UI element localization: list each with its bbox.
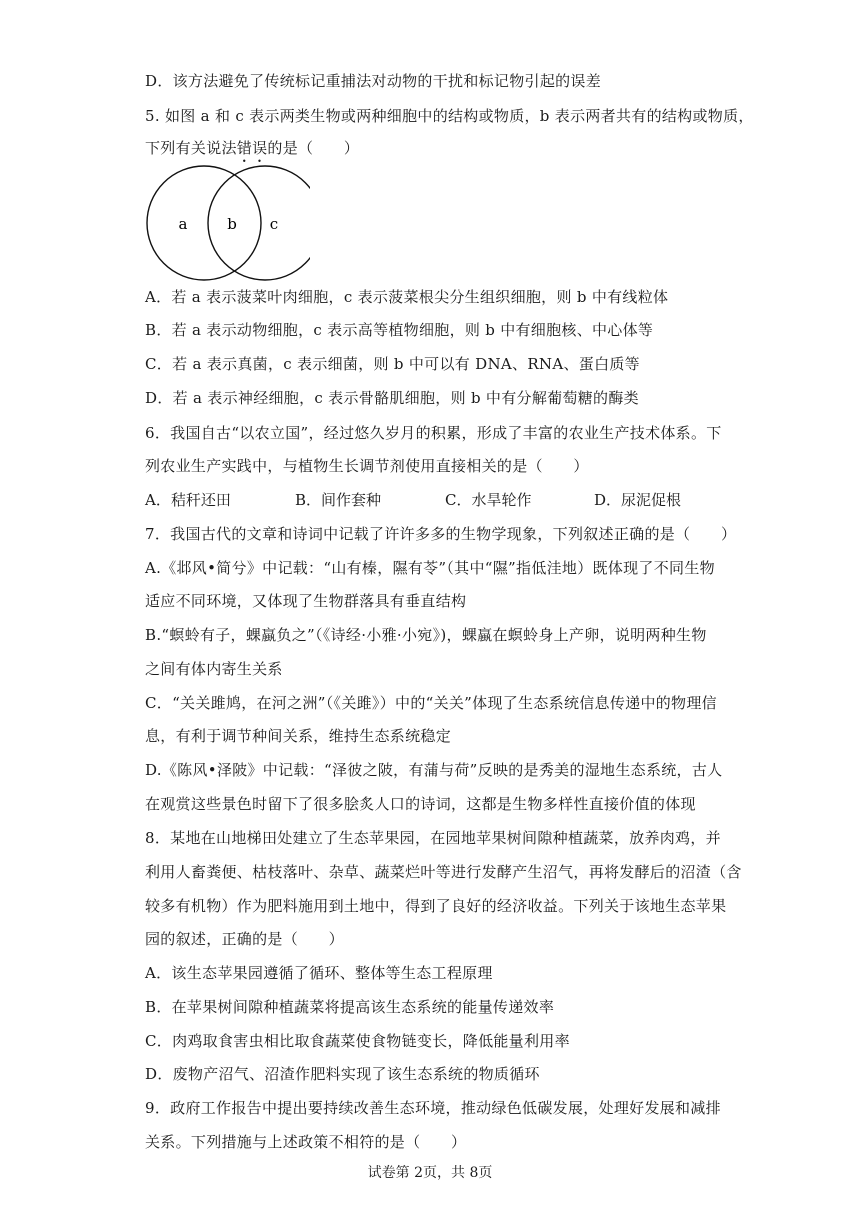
q6-option-a: A．秸秆还田 — [145, 491, 231, 509]
venn-diagram — [140, 162, 310, 284]
q6-options — [145, 490, 725, 510]
q5-stem-after: 的是（ ） — [267, 139, 360, 157]
q5-stem-line1: 5. 如图 a 和 c 表示两类生物或两种细胞中的结构或物质，b 表示两者共有的结构或物质， — [145, 107, 754, 125]
q7-option-d-line2: 在观赏这些景色时留下了很多脍炙人口的诗词，这都是生物多样性直接价值的体现 — [145, 795, 696, 813]
q5-emphasis-word: 错误 — [236, 139, 268, 157]
q6-option-b: B．间作套种 — [295, 491, 382, 509]
q6-option-d: D．尿泥促根 — [594, 491, 682, 509]
q7-option-b-line2: 之间有体内寄生关系 — [145, 660, 283, 678]
q8-stem-line1: 8．某地在山地梯田处建立了生态苹果园，在园地苹果树间隙种植蔬菜，放养肉鸡，并 — [145, 829, 721, 847]
q8-stem-line4: 园的叙述，正确的是（ ） — [145, 930, 344, 948]
q5-stem-before: 下列有关说法 — [145, 139, 237, 157]
q5-option-a: A．若 a 表示菠菜叶肉细胞，c 表示菠菜根尖分生组织细胞，则 b 中有线粒体 — [145, 288, 669, 306]
venn-circle-left — [147, 166, 261, 280]
q4-option-d: D．该方法避免了传统标记重捕法对动物的干扰和标记物引起的误差 — [145, 72, 602, 90]
q8-option-a: A．该生态苹果园遵循了循环、整体等生态工程原理 — [145, 964, 493, 982]
q7-option-c-line2: 息，有利于调节种间关系，维持生态系统稳定 — [145, 727, 452, 745]
q9-stem-line1: 9．政府工作报告中提出要持续改善生态环境，推动绿色低碳发展，处理好发展和减排 — [145, 1099, 721, 1117]
page-footer: 试卷第 2页，共 8页 — [367, 1165, 493, 1181]
venn-circle-right — [208, 166, 310, 280]
q7-option-b-line1: B.“螟蛉有子，蜾蠃负之”（《诗经·小雅·小宛》)，蜾蠃在螟蛉身上产卵，说明两种生物 — [145, 626, 707, 644]
q7-option-a-line1: A.《邶风•简兮》中记载：“山有榛，隰有苓”（其中“隰”指低洼地）既体现了不同生物 — [145, 559, 715, 577]
q7-stem: 7．我国古代的文章和诗词中记载了许许多多的生物学现象，下列叙述正确的是（ ） — [145, 525, 737, 543]
q8-stem-line3: 较多有机物）作为肥料施用到土地中，得到了良好的经济收益。下列关于该地生态苹果 — [145, 897, 727, 915]
q6-stem-line1: 6．我国自古“以农立国”，经过悠久岁月的积累，形成了丰富的农业生产技术体系。下 — [145, 424, 722, 442]
venn-label-c: c — [269, 215, 279, 233]
q8-option-b: B．在苹果树间隙种植蔬菜将提高该生态系统的能量传递效率 — [145, 998, 555, 1016]
q8-stem-line2: 利用人畜粪便、枯枝落叶、杂草、蔬菜烂叶等进行发酵产生沼气，再将发酵后的沼渣（含 — [145, 863, 742, 881]
venn-label-a: a — [178, 215, 188, 233]
venn-label-b: b — [227, 215, 237, 233]
q7-option-a-line2: 适应不同环境，又体现了生物群落具有垂直结构 — [145, 592, 467, 610]
q9-stem-line2: 关系。下列措施与上述政策不相符的是（ ） — [145, 1133, 467, 1151]
q8-option-d: D．废物产沼气、沼渣作肥料实现了该生态系统的物质循环 — [145, 1065, 540, 1083]
q5-option-d: D．若 a 表示神经细胞，c 表示骨骼肌细胞，则 b 中有分解葡萄糖的酶类 — [145, 389, 639, 407]
q7-option-c-line1: C．“关关雎鸠，在河之洲”（《关雎》）中的“关关”体现了生态系统信息传递中的物理信 — [145, 694, 717, 712]
q6-option-c: C．水旱轮作 — [445, 491, 532, 509]
q5-option-b: B．若 a 表示动物细胞，c 表示高等植物细胞，则 b 中有细胞核、中心体等 — [145, 321, 654, 339]
q6-stem-line2: 列农业生产实践中，与植物生长调节剂使用直接相关的是（ ） — [145, 457, 589, 475]
q5-option-c: C．若 a 表示真菌，c 表示细菌，则 b 中可以有 DNA、RNA、蛋白质等 — [145, 355, 640, 373]
q8-option-c: C．肉鸡取食害虫相比取食蔬菜使食物链变长，降低能量利用率 — [145, 1032, 570, 1050]
q7-option-d-line1: D.《陈风•泽陂》中记载：“泽彼之陂，有蒲与荷”反映的是秀美的湿地生态系统，古人 — [145, 761, 723, 779]
